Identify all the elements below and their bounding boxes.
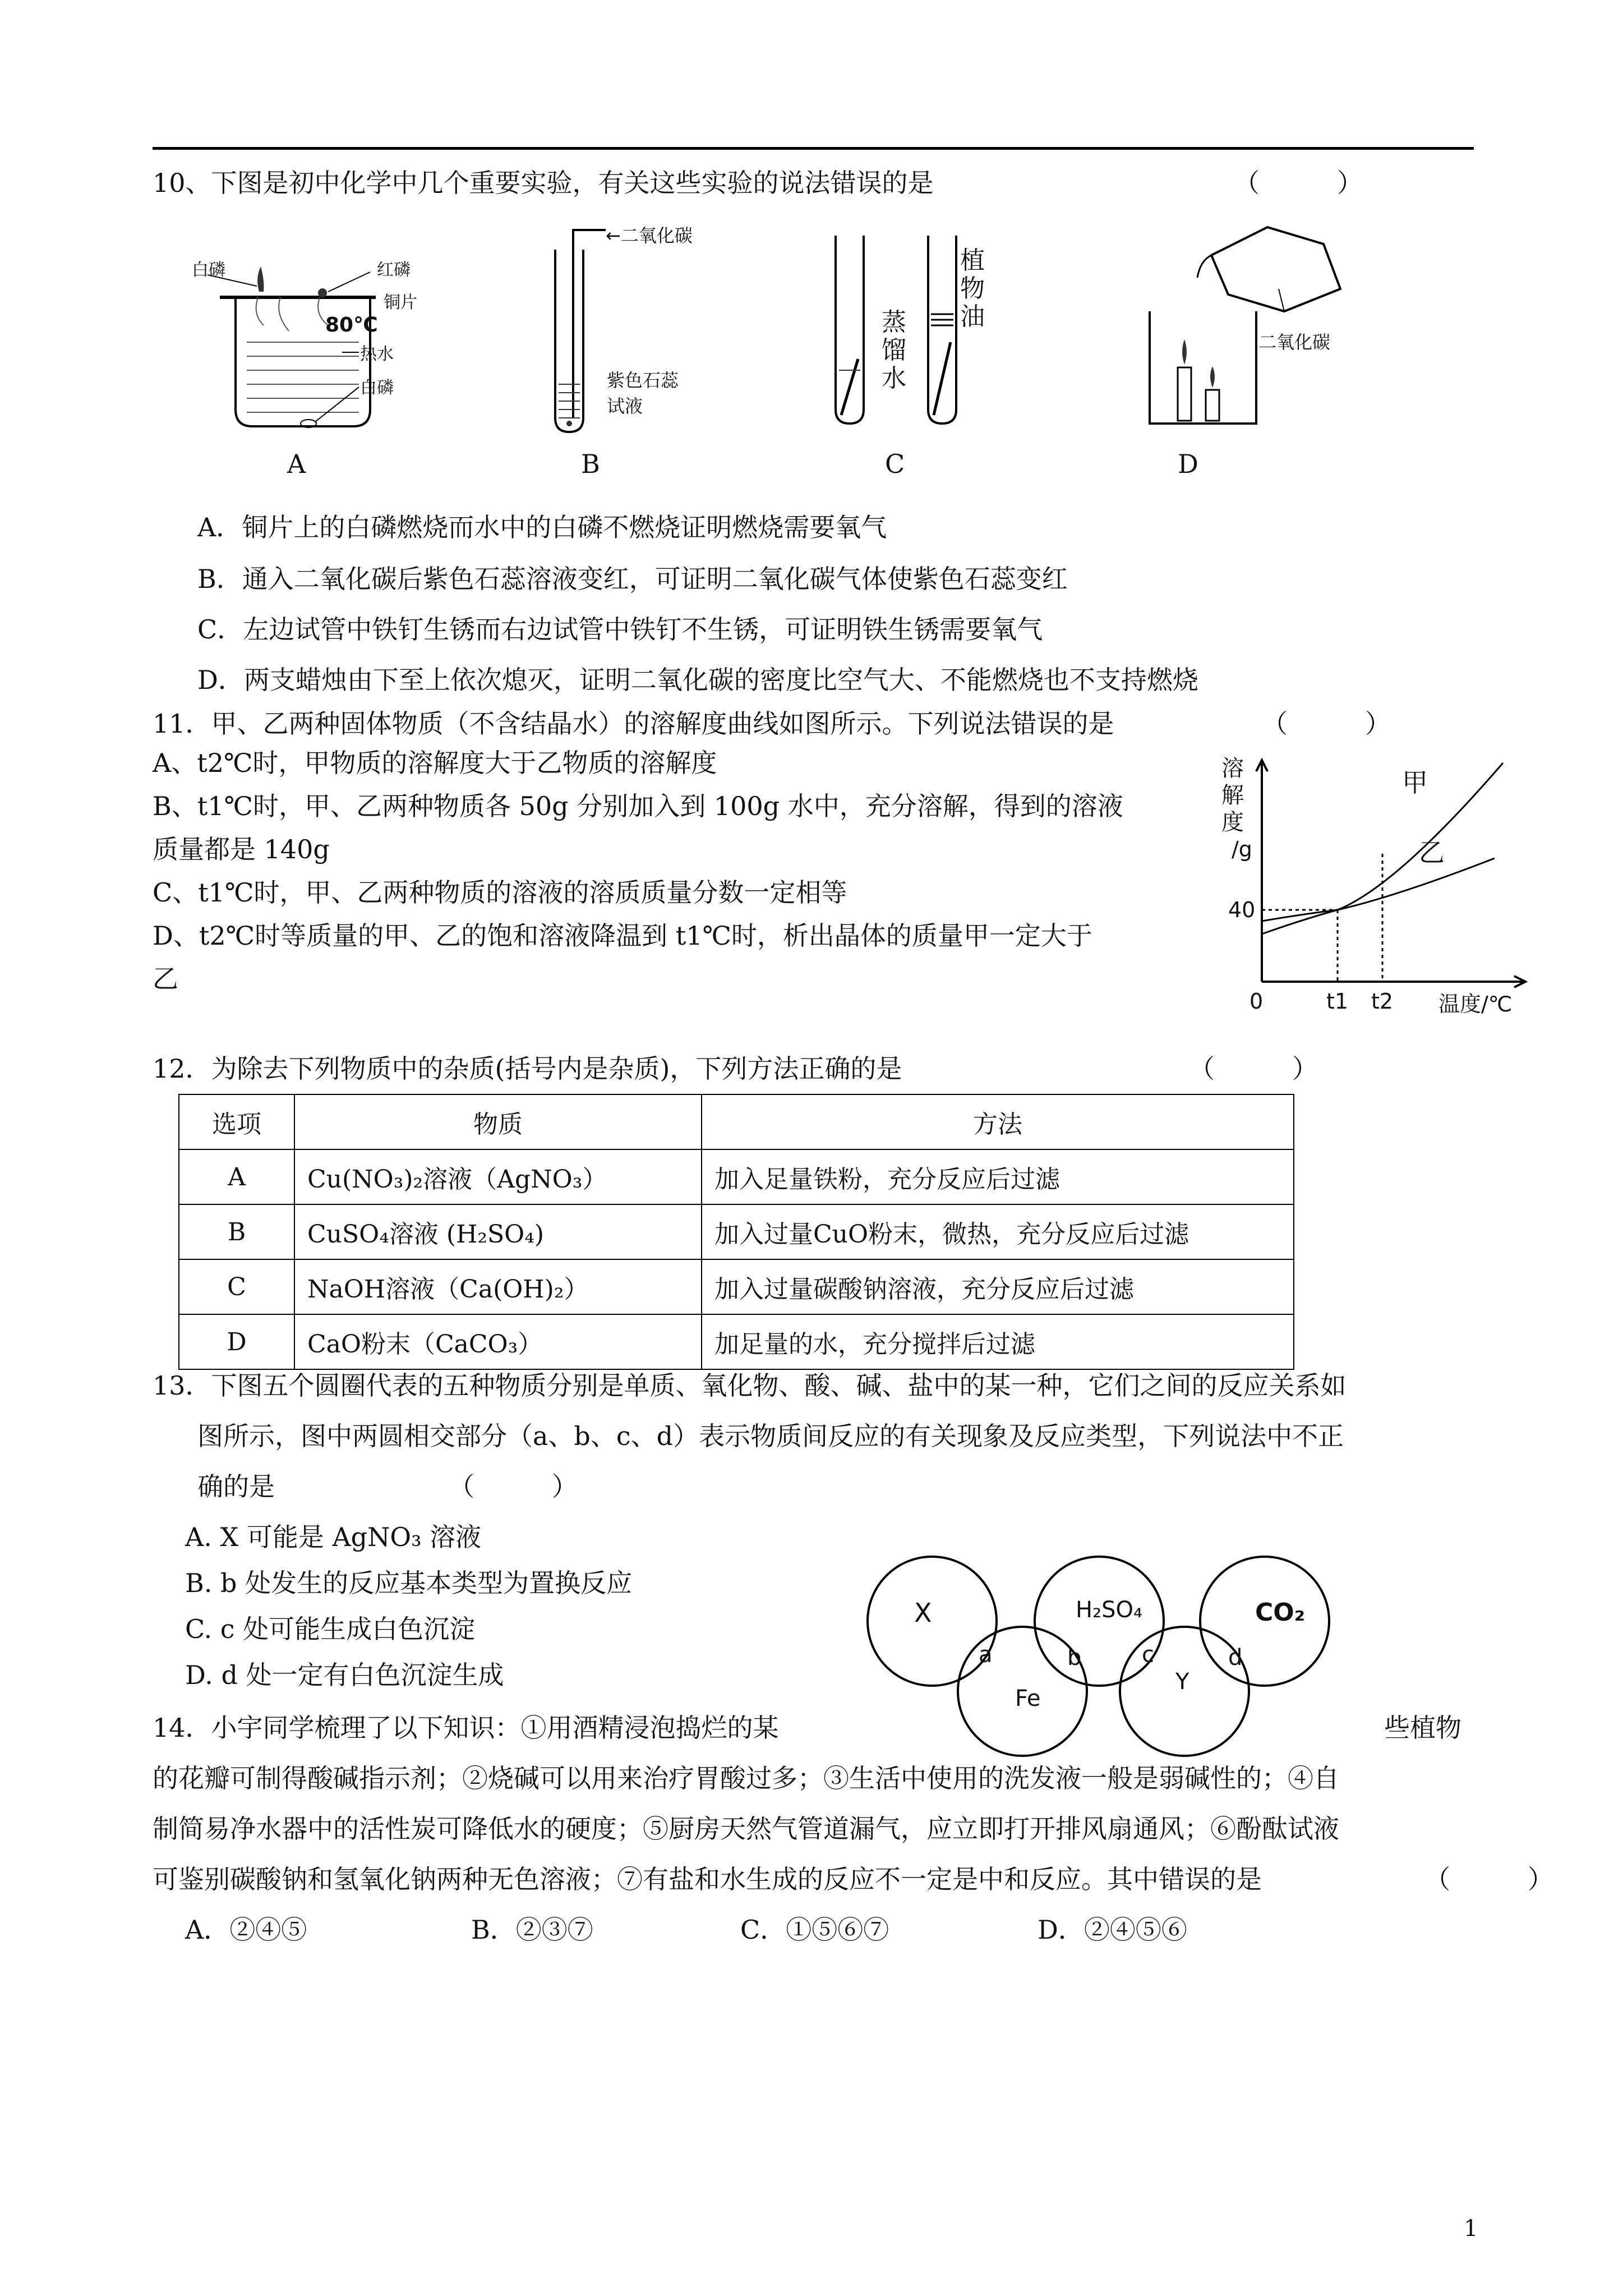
q11-answer-paren: （ ） bbox=[1262, 708, 1391, 739]
q10-option-b: B．通入二氧化碳后紫色石蕊溶液变红，可证明二氧化碳气体使紫色石蕊变红 bbox=[197, 564, 1068, 594]
q10-option-c: C．左边试管中铁钉生锈而右边试管中铁钉不生锈，可证明铁生锈需要氧气 bbox=[197, 614, 1043, 645]
fig-c-char-6: 油 bbox=[960, 302, 985, 331]
table-cell: NaOH溶液（Ca(OH)₂） bbox=[294, 1259, 702, 1314]
fig-a-label-red-p: 红磷 bbox=[377, 260, 411, 280]
graph-curve-jia-label: 甲 bbox=[1402, 767, 1428, 798]
q10-answer-paren: （ ） bbox=[1234, 168, 1363, 198]
fig-d-caption: D bbox=[1178, 449, 1198, 479]
q10-option-d: D．两支蜡烛由下至上依次熄灭，证明二氧化碳的密度比空气大、不能燃烧也不支持燃烧 bbox=[197, 665, 1198, 695]
fig-c-char-1: 蒸 bbox=[882, 308, 906, 337]
intersection-b-label: b bbox=[1067, 1645, 1082, 1671]
graph-ylabel-3: 度 bbox=[1221, 809, 1244, 835]
q14-option-a: A．②④⑤ bbox=[185, 1915, 307, 1945]
q14-line2: 的花瓣可制得酸碱指示剂；②烧碱可以用来治疗胃酸过多；③生活中使用的洗发液一般是弱碱性的；④自 bbox=[153, 1763, 1339, 1793]
table-cell: 加入过量碳酸钠溶液，充分反应后过滤 bbox=[702, 1259, 1294, 1314]
table-row bbox=[179, 1314, 1294, 1369]
q12-stem: 12．为除去下列物质中的杂质(括号内是杂质)，下列方法正确的是 bbox=[153, 1053, 902, 1084]
fig-a-label-white-p-bottom: 白磷 bbox=[360, 378, 394, 398]
table-header: 选项 bbox=[179, 1094, 294, 1149]
q13-option-b: B. b 处发生的反应基本类型为置换反应 bbox=[185, 1568, 633, 1598]
fig-a-label-temp: 80℃ bbox=[325, 314, 378, 337]
circle-co2-label: CO₂ bbox=[1255, 1598, 1305, 1627]
q14-option-b: B．②③⑦ bbox=[471, 1915, 593, 1945]
fig-c-char-3: 水 bbox=[882, 364, 906, 393]
q11-option-d-cont: 乙 bbox=[153, 964, 178, 994]
q11-option-d: D、t2℃时等质量的甲、乙的饱和溶液降温到 t1℃时，析出晶体的质量甲一定大于 bbox=[153, 921, 1092, 951]
circle-h2so4-label: H₂SO₄ bbox=[1076, 1597, 1143, 1623]
q14-line1-right: 些植物 bbox=[1384, 1713, 1461, 1743]
intersection-a-label: a bbox=[979, 1642, 993, 1668]
table-cell: 加入过量CuO粉末，微热，充分反应后过滤 bbox=[702, 1204, 1294, 1259]
q13-option-d: D. d 处一定有白色沉淀生成 bbox=[185, 1660, 504, 1690]
q14-option-c: C．①⑤⑥⑦ bbox=[740, 1915, 889, 1945]
fig-d-label-co2: 二氧化碳 bbox=[1258, 332, 1331, 353]
q11-option-a: A、t2℃时，甲物质的溶解度大于乙物质的溶解度 bbox=[153, 748, 717, 778]
q13-stem-line3: 确的是 bbox=[197, 1471, 275, 1502]
table-cell: 加足量的水，充分搅拌后过滤 bbox=[702, 1314, 1294, 1369]
q14-answer-paren: （ ） bbox=[1424, 1864, 1553, 1894]
table-cell: Cu(NO₃)₂溶液（AgNO₃） bbox=[294, 1149, 702, 1204]
q11-option-b: B、t1℃时，甲、乙两种物质各 50g 分别加入到 100g 水中，充分溶解，得到的溶液 bbox=[153, 791, 1123, 821]
fig-a-label-copper: 铜片 bbox=[384, 293, 417, 312]
fig-c-char-5: 物 bbox=[960, 274, 985, 303]
q13-option-c: C. c 处可能生成白色沉淀 bbox=[185, 1614, 476, 1644]
graph-x-tick-t1: t1 bbox=[1326, 989, 1349, 1014]
q10-option-a: A．铜片上的白磷燃烧而水中的白磷不燃烧证明燃烧需要氧气 bbox=[197, 512, 887, 542]
graph-xlabel: 温度/℃ bbox=[1438, 992, 1513, 1016]
intersection-c-label: c bbox=[1142, 1642, 1154, 1668]
fig-c-char-2: 馏 bbox=[882, 336, 906, 365]
table-cell: D bbox=[179, 1314, 294, 1369]
page-number: 1 bbox=[1464, 2216, 1478, 2242]
q10-figure-d bbox=[1144, 222, 1368, 429]
graph-ylabel-unit: /g bbox=[1232, 837, 1252, 862]
q13-circles-diagram bbox=[864, 1537, 1335, 1761]
table-header: 物质 bbox=[294, 1094, 702, 1149]
q13-option-a: A. X 可能是 AgNO₃ 溶液 bbox=[185, 1522, 482, 1552]
fig-a-label-hot-water: 热水 bbox=[360, 344, 394, 364]
q11-option-c: C、t1℃时，甲、乙两种物质的溶液的溶质质量分数一定相等 bbox=[153, 877, 847, 908]
table-cell: CuSO₄溶液 (H₂SO₄) bbox=[294, 1204, 702, 1259]
q12-answer-paren: （ ） bbox=[1189, 1053, 1318, 1084]
q13-stem-line2: 图所示，图中两圆相交部分（a、b、c、d）表示物质间反应的有关现象及反应类型，下列说法中不正 bbox=[197, 1421, 1344, 1451]
q14-option-d: D．②④⑤⑥ bbox=[1038, 1915, 1187, 1945]
q14-line4: 可鉴别碳酸钠和氢氧化钠两种无色溶液；⑦有盐和水生成的反应不一定是中和反应。其中错误的是 bbox=[153, 1864, 1262, 1894]
graph-curve-yi-label: 乙 bbox=[1419, 838, 1445, 868]
table-cell: B bbox=[179, 1204, 294, 1259]
intersection-d-label: d bbox=[1228, 1645, 1243, 1671]
circle-fe-label: Fe bbox=[1015, 1686, 1041, 1711]
q12-table bbox=[178, 1094, 1294, 1370]
circle-x-label: X bbox=[914, 1598, 932, 1628]
table-cell: A bbox=[179, 1149, 294, 1204]
graph-ylabel-1: 溶 bbox=[1221, 756, 1244, 781]
q13-stem-line1: 13．下图五个圆圈代表的五种物质分别是单质、氧化物、酸、碱、盐中的某一种，它们之间的反应关系如 bbox=[153, 1370, 1347, 1401]
table-row bbox=[179, 1149, 1294, 1204]
fig-c-char-4: 植 bbox=[960, 246, 985, 275]
fig-b-label-solution: 试液 bbox=[607, 395, 643, 417]
table-cell: 加入足量铁粉，充分反应后过滤 bbox=[702, 1149, 1294, 1204]
fig-b-label-co2: ←二氧化碳 bbox=[606, 225, 693, 246]
q11-stem: 11．甲、乙两种固体物质（不含结晶水）的溶解度曲线如图所示。下列说法错误的是 bbox=[153, 708, 1114, 739]
table-header-row bbox=[179, 1094, 1294, 1149]
table-row bbox=[179, 1204, 1294, 1259]
fig-c-caption: C bbox=[885, 449, 905, 479]
fig-b-label-litmus: 紫色石蕊 bbox=[607, 370, 679, 391]
fig-b-caption: B bbox=[581, 449, 600, 479]
fig-a-caption: A bbox=[287, 449, 306, 479]
q11-option-b-cont: 质量都是 140g bbox=[153, 834, 330, 864]
top-rule bbox=[153, 147, 1474, 150]
graph-ylabel-2: 解 bbox=[1221, 783, 1244, 808]
fig-a-label-white-p-top: 白磷 bbox=[192, 260, 225, 280]
q13-answer-paren: （ ） bbox=[449, 1471, 578, 1502]
table-row bbox=[179, 1259, 1294, 1314]
graph-origin: 0 bbox=[1249, 989, 1264, 1014]
q14-line1-left: 14．小宇同学梳理了以下知识：①用酒精浸泡捣烂的某 bbox=[153, 1713, 779, 1743]
table-header: 方法 bbox=[702, 1094, 1294, 1149]
graph-x-tick-t2: t2 bbox=[1371, 989, 1394, 1014]
table-cell: C bbox=[179, 1259, 294, 1314]
graph-y-tick-40: 40 bbox=[1228, 898, 1256, 922]
q14-line3: 制简易净水器中的活性炭可降低水的硬度；⑤厨房天然气管道漏气，应立即打开排风扇通风；⑥酚酞试液 bbox=[153, 1814, 1339, 1844]
circle-y-label: Y bbox=[1175, 1669, 1189, 1695]
q10-stem: 10、下图是初中化学中几个重要实验，有关这些实验的说法错误的是 bbox=[153, 168, 934, 198]
table-cell: CaO粉末（CaCO₃） bbox=[294, 1314, 702, 1369]
